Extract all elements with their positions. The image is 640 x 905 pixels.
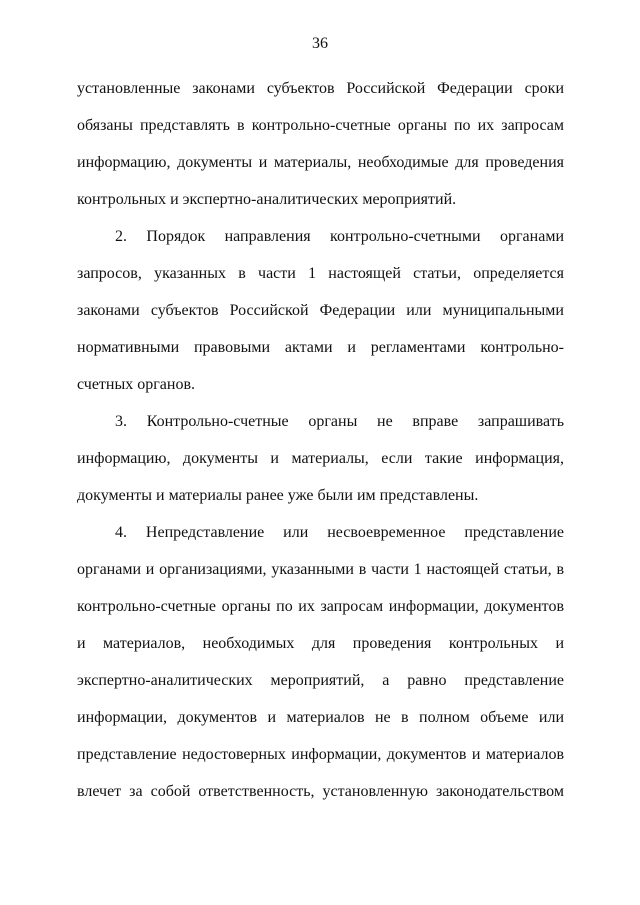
text-line: 3. Контрольно-счетные органы не вправе запрашивать bbox=[115, 413, 564, 430]
text-line: нормативными правовыми актами и регламентами контрольно- bbox=[77, 339, 564, 356]
text-line: и материалов, необходимых для проведения контрольных и bbox=[77, 635, 564, 652]
text-line: информации, документов и материалов не в полном объеме или bbox=[77, 709, 564, 726]
text-line: обязаны представлять в контрольно-счетные органы по их запросам bbox=[77, 117, 564, 134]
text-line: счетных органов. bbox=[77, 376, 196, 393]
text-line: представление недостоверных информации, документов и материалов bbox=[77, 746, 564, 763]
text-line: законами субъектов Российской Федерации или муниципальными bbox=[77, 302, 564, 319]
document-body bbox=[77, 70, 564, 810]
text-line: контрольно-счетные органы по их запросам информации, документов bbox=[77, 598, 564, 615]
text-line: информацию, документы и материалы, если такие информация, bbox=[77, 450, 564, 467]
text-line: экспертно-аналитических мероприятий, а равно представление bbox=[77, 672, 564, 689]
page-number: 36 bbox=[312, 35, 328, 52]
paragraph-continuation bbox=[77, 70, 564, 218]
text-line: установленные законами субъектов Российской Федерации сроки bbox=[77, 80, 564, 97]
text-line: 2. Порядок направления контрольно-счетными органами bbox=[115, 228, 564, 245]
text-line: 4. Непредставление или несвоевременное представление bbox=[115, 524, 564, 541]
text-line: влечет за собой ответственность, установленную законодательством bbox=[77, 783, 564, 800]
paragraph-item-3 bbox=[77, 403, 564, 514]
text-line: запросов, указанных в части 1 настоящей статьи, определяется bbox=[77, 265, 564, 282]
text-line: документы и материалы ранее уже были им представлены. bbox=[77, 487, 479, 504]
paragraph-item-2 bbox=[77, 218, 564, 403]
paragraph-item-4 bbox=[77, 514, 564, 810]
text-line: контрольных и экспертно-аналитических мероприятий. bbox=[77, 191, 457, 208]
text-line: информацию, документы и материалы, необходимые для проведения bbox=[77, 154, 564, 171]
text-line: органами и организациями, указанными в части 1 настоящей статьи, в bbox=[77, 561, 564, 578]
